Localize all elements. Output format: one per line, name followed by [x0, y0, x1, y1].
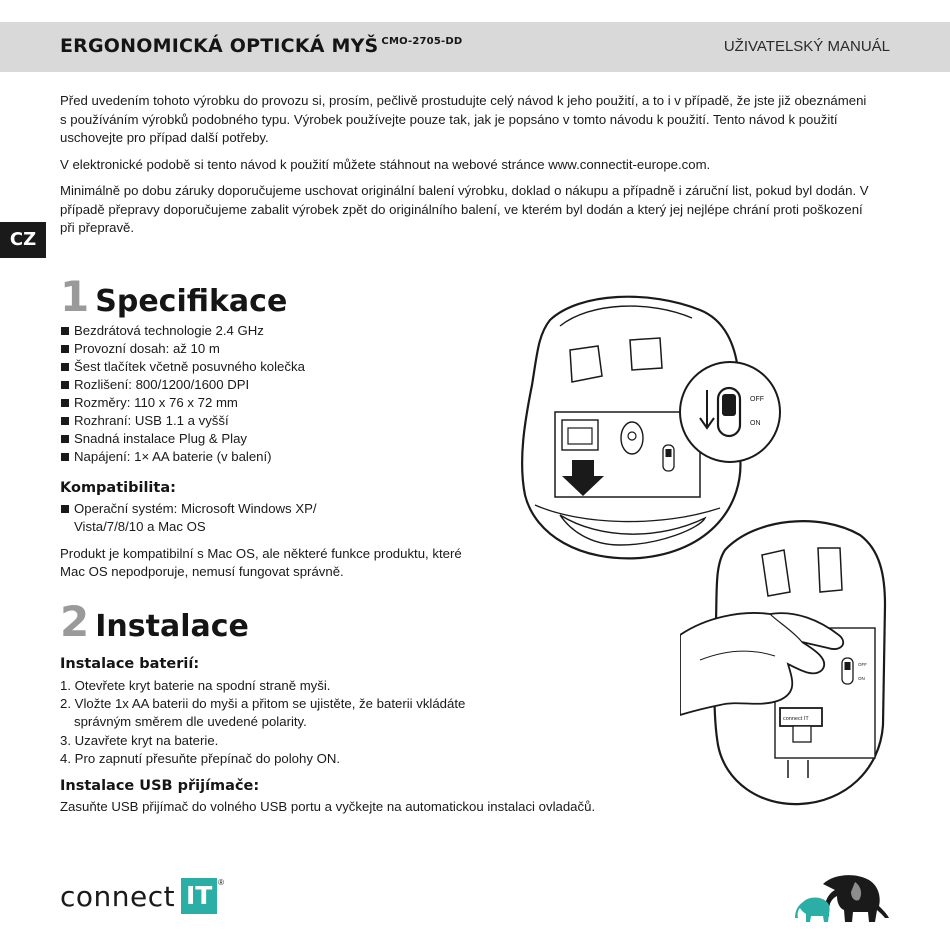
- manual-label: UŽIVATELSKÝ MANUÁL: [723, 38, 890, 55]
- spec-item: Provozní dosah: až 10 m: [60, 340, 305, 358]
- usb-heading: Instalace USB přijímače:: [60, 778, 260, 794]
- battery-steps: [60, 677, 520, 768]
- spec-item: Rozhraní: USB 1.1 a vyšší: [60, 412, 305, 430]
- section-specifikace-heading: [60, 272, 287, 321]
- step-item: 4. Pro zapnutí přesuňte přepínač do polohy ON.: [60, 750, 341, 766]
- battery-heading: Instalace baterií:: [60, 656, 200, 672]
- compatibility-item: Operační systém: Microsoft Windows XP/ Vista/7/8/10 a Mac OS: [60, 500, 374, 536]
- spec-item: Bezdrátová technologie 2.4 GHz: [60, 322, 305, 340]
- spec-item: Rozměry: 110 x 76 x 72 mm: [60, 394, 305, 412]
- intro-paragraph-1: Před uvedením tohoto výrobku do provozu si, prosím, pečlivě prostudujte celý návod k jeho použití, a to i v případě, že jste již obeznámeni s používáním výrobků podobného typu. Výrobek používejte pouze tak, jak je popsáno v tomto návodu k použití. Tento návod k použití uschovejte pro případ další potřeby.: [60, 93, 867, 145]
- registered-mark: ®: [218, 878, 225, 887]
- connect-it-logo: [60, 878, 224, 914]
- document-title: [60, 35, 462, 57]
- receiver-insert-illustration: [680, 510, 895, 810]
- switch-off-label: OFF: [750, 396, 764, 403]
- logo-it-box: IT: [181, 878, 217, 914]
- spec-list: [60, 322, 305, 466]
- receiver-label: connect IT: [783, 716, 809, 722]
- usb-instructions: Zasuňte USB přijímač do volného USB portu a vyčkejte na automatickou instalaci ovladačů.: [60, 799, 596, 814]
- intro-paragraph-2: V elektronické podobě si tento návod k použití můžete stáhnout na webové stránce www.connectit-europe.com.: [60, 156, 711, 172]
- model-number: CMO-2705-DD: [381, 36, 463, 47]
- spec-item: Rozlišení: 800/1200/1600 DPI: [60, 376, 305, 394]
- section-title: Instalace: [95, 609, 249, 644]
- intro-paragraph-3: Minimálně po dobu záruky doporučujeme uschovat originální balení výrobku, doklad o nákupu a případně i záruční list, pokud byl dodán. V případě přepravy doporučujeme zabalit výrobek zpět do originálního balení, ve kterém byl dodán a který jej nejlépe chrání proti poškození při přepravě.: [60, 183, 869, 235]
- intro-text: [60, 92, 870, 246]
- spec-item: Šest tlačítek včetně posuvného kolečka: [60, 358, 305, 376]
- spec-item: Snadná instalace Plug & Play: [60, 430, 305, 448]
- switch-on-label: ON: [750, 420, 761, 427]
- section-number: 1: [60, 272, 90, 321]
- product-name: ERGONOMICKÁ OPTICKÁ MYŠ: [60, 35, 379, 57]
- compatibility-heading: Kompatibilita:: [60, 480, 176, 496]
- logo-wordmark: connect: [60, 879, 176, 913]
- mac-note: Produkt je kompatibilní s Mac OS, ale některé funkce produktu, které Mac OS nepodporuje, nemusí fungovat správně.: [60, 546, 462, 579]
- section-instalace-heading: [60, 597, 249, 646]
- step-item: 1. Otevřete kryt baterie na spodní straně myši.: [60, 678, 331, 693]
- spec-item: Napájení: 1× AA baterie (v balení): [60, 448, 305, 466]
- switch-off-label-small: OFF: [858, 662, 867, 667]
- section-number: 2: [60, 597, 90, 646]
- elephants-icon: [795, 872, 890, 927]
- header-bar: [0, 22, 950, 72]
- switch-on-label-small: ON: [858, 676, 865, 681]
- step-item: 3. Uzavřete kryt na baterie.: [60, 732, 219, 748]
- section-title: Specifikace: [95, 284, 288, 319]
- language-tab: CZ: [0, 222, 46, 258]
- step-item: 2. Vložte 1x AA baterii do myši a přitom se ujistěte, že baterii vkládáte správným směrem dle uvedené polarity.: [60, 696, 466, 730]
